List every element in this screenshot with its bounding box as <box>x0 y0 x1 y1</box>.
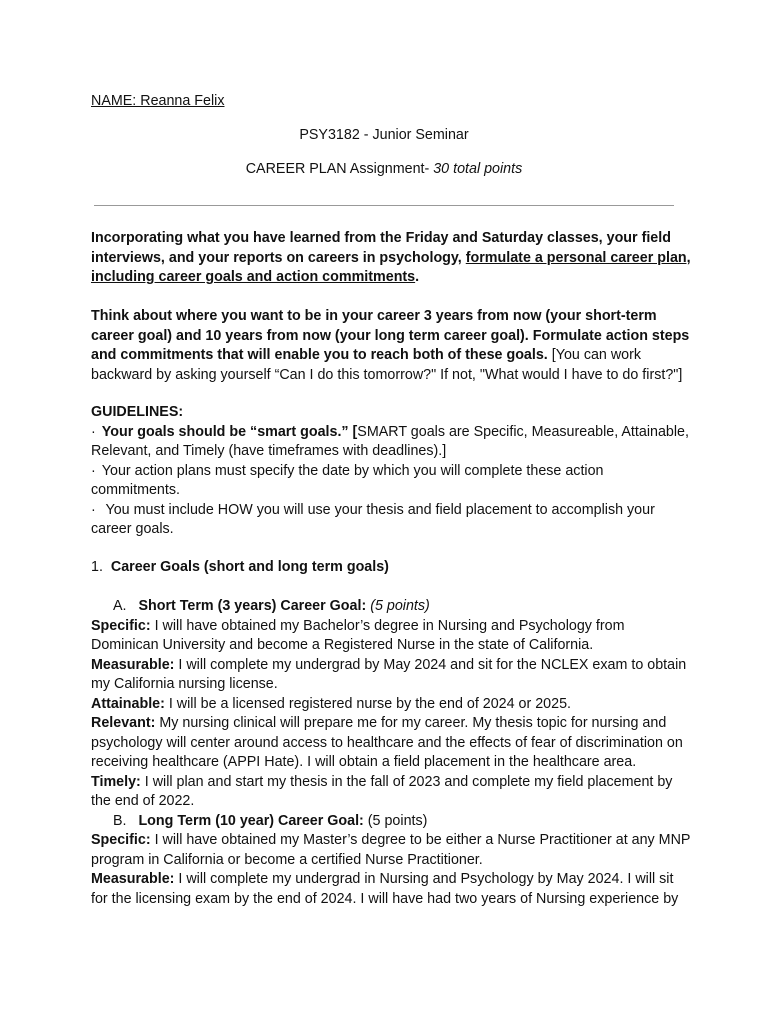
guideline-text: SMART goals are Specific, Measureable, Attainable, Relevant, and Timely (have timeframes with deadlines).] <box>91 423 689 459</box>
horizontal-divider <box>94 205 674 206</box>
guidelines-heading: GUIDELINES: <box>91 404 184 420</box>
bullet-icon: · <box>91 462 96 479</box>
long-term-title: Long Term (10 year) Career Goal: <box>138 812 364 829</box>
smart-entry <box>91 617 692 656</box>
intro-text: Incorporating what you have learned from the Friday and Saturday classes, your field interviews, and your reports on careers in psychology, <box>91 230 671 266</box>
bullet-icon: · <box>91 423 96 440</box>
entry-label: Measurable: <box>91 656 175 673</box>
short-term-heading <box>91 597 692 617</box>
smart-entry <box>91 695 692 715</box>
entry-label: Specific: <box>91 832 151 848</box>
short-term-letter: A. <box>113 598 127 614</box>
short-term-points: (5 points) <box>370 598 430 614</box>
entry-text: I will have obtained my Master’s degree to be either a Nurse Practitioner at any MNP program in California or become a certified Nurse Practitioner. <box>91 832 691 868</box>
section-1-heading <box>91 558 692 578</box>
entry-label: Attainable: <box>91 695 165 712</box>
entry-label: Measurable: <box>91 871 175 887</box>
smart-entry <box>91 831 692 870</box>
intro-end: . <box>415 269 420 285</box>
entry-text: I will complete my undergrad in Nursing and Psychology by May 2024. I will sit for the licensing exam by the end of 2024. I will have had two years of Nursing experience by <box>91 871 679 907</box>
smart-entry <box>91 870 692 909</box>
entry-label: Specific: <box>91 617 151 634</box>
course-title: PSY3182 - Junior Seminar <box>299 127 469 143</box>
smart-entry <box>91 656 692 695</box>
guideline-item <box>91 423 692 462</box>
smart-entry <box>91 714 692 773</box>
entry-text: I will have obtained my Bachelor’s degree in Nursing and Psychology from Dominican University and become a Registered Nurse in the state of California. <box>91 617 625 653</box>
entry-text: I will complete my undergrad by May 2024 and sit for the NCLEX exam to obtain my California nursing license. <box>91 656 687 692</box>
guideline-item <box>91 501 692 540</box>
entry-label: Timely: <box>91 773 141 790</box>
section-number: 1. <box>91 559 103 575</box>
intro-underlined: formulate a personal career plan, including career goals and action commitments <box>91 249 691 285</box>
think-note: [You can work backward by asking yourself “Can I do this tomorrow?" If not, "What would I have to do first?"] <box>91 347 683 383</box>
student-name: NAME: Reanna Felix <box>91 93 225 109</box>
entry-text: My nursing clinical will prepare me for my career. My thesis topic for nursing and psychology will center around access to healthcare and the effects of fear of discrimination on receiving healthcare (APPI Hate). I will obtain a field placement in the healthcare area. <box>91 715 683 770</box>
entry-text: I will be a licensed registered nurse by the end of 2024 or 2025. <box>164 695 572 712</box>
smart-entry <box>91 773 692 812</box>
short-term-section <box>91 597 692 909</box>
long-term-points: (5 points) <box>363 812 428 829</box>
assignment-label: CAREER PLAN Assignment- <box>245 161 434 177</box>
entry-text: I will plan and start my thesis in the fall of 2023 and complete my field placement by the end of 2022. <box>91 773 673 809</box>
assignment-title <box>0 160 768 180</box>
think-bold: Think about where you want to be in your career 3 years from now (your short-term career goal) and 10 years from now (your long term career goal). Formulate action steps and commitments that will enable you to reach both of these goals. <box>91 308 690 363</box>
entry-label: Relevant: <box>91 715 156 731</box>
guideline-text: You must include HOW you will use your thesis and field placement to accomplish your career goals. <box>91 501 655 537</box>
guideline-item <box>91 462 692 501</box>
assignment-points: 30 total points <box>433 161 523 177</box>
bullet-icon: · <box>91 501 96 518</box>
intro-paragraph <box>91 229 692 288</box>
guideline-text: Your action plans must specify the date by which you will complete these action commitments. <box>91 462 604 498</box>
guideline-bold: Your goals should be “smart goals.” [ <box>101 423 358 440</box>
long-term-heading <box>91 812 692 832</box>
think-paragraph <box>91 307 692 385</box>
short-term-title: Short Term (3 years) Career Goal: <box>138 598 367 614</box>
section-title: Career Goals (short and long term goals) <box>110 559 389 575</box>
guidelines-section <box>91 403 692 540</box>
long-term-letter: B. <box>113 812 127 829</box>
